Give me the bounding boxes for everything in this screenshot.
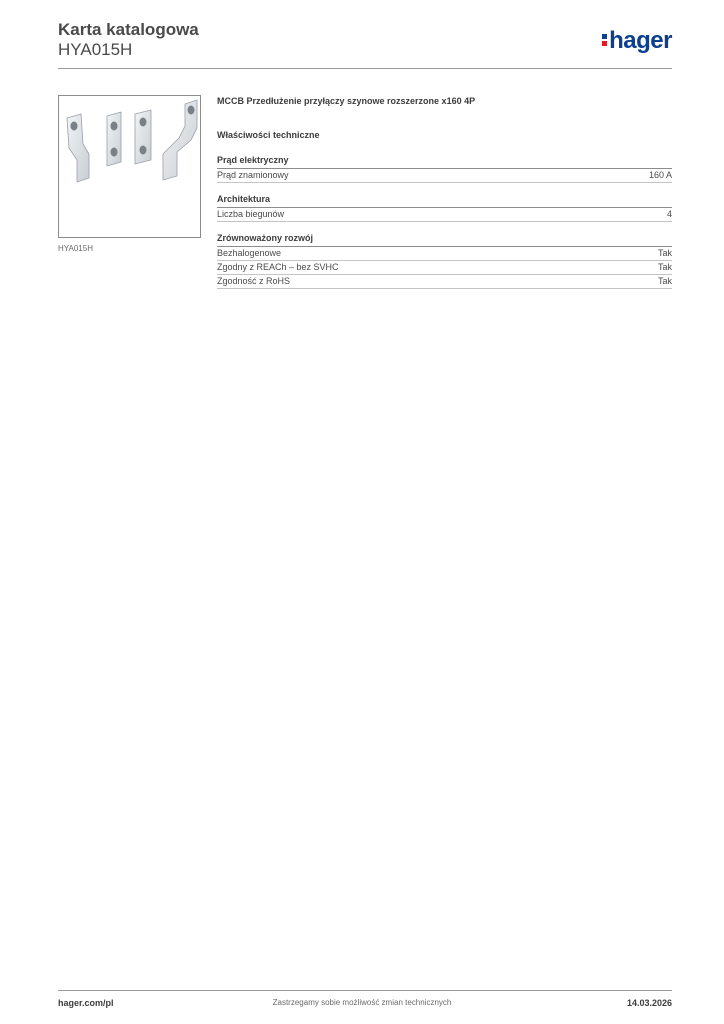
spec-row: [217, 208, 672, 222]
footer-disclaimer: Zastrzegamy sobie możliwość zmian technicznych: [272, 998, 452, 1007]
spec-heading: Właściwości techniczne: [217, 130, 320, 140]
header-rule: [58, 68, 672, 69]
logo-dots-icon: [602, 32, 607, 48]
busbar-extension-terminals-icon: [59, 96, 200, 237]
group-label: Architektura: [217, 193, 672, 208]
spec-value: 160 A: [648, 170, 672, 180]
spec-name: Zgodny z REACh – bez SVHC: [217, 262, 339, 272]
spec-name: Liczba biegunów: [217, 209, 285, 219]
spec-row: [217, 261, 672, 275]
group-sustainability: [217, 232, 672, 289]
spec-panel: [217, 96, 672, 289]
spec-row: [217, 275, 672, 289]
spec-value: 4: [666, 209, 672, 219]
product-caption: HYA015H: [58, 244, 93, 253]
spec-value: Tak: [657, 262, 672, 272]
group-electrical: [217, 154, 672, 183]
group-label: Prąd elektryczny: [217, 154, 672, 169]
group-label: Zrównoważony rozwój: [217, 232, 672, 247]
group-architecture: [217, 193, 672, 222]
product-title: MCCB Przedłużenie przyłączy szynowe rozszerzone x160 4P: [217, 96, 476, 106]
spec-value: Tak: [657, 276, 672, 286]
spec-row: [217, 169, 672, 183]
spec-name: Bezhalogenowe: [217, 248, 282, 258]
footer-website-link[interactable]: hager.com/pl: [58, 998, 114, 1008]
spec-name: Zgodność z RoHS: [217, 276, 291, 286]
logo-text: hager: [609, 27, 672, 54]
spec-name: Prąd znamionowy: [217, 170, 289, 180]
spec-row: [217, 247, 672, 261]
hager-logo: [602, 28, 672, 54]
footer-date: 14.03.2026: [626, 998, 672, 1008]
spec-value: Tak: [657, 248, 672, 258]
footer-rule: [58, 990, 672, 991]
document-title: Karta katalogowa: [58, 20, 199, 39]
document-code: HYA015H: [58, 40, 133, 59]
product-image-frame: [58, 95, 201, 238]
